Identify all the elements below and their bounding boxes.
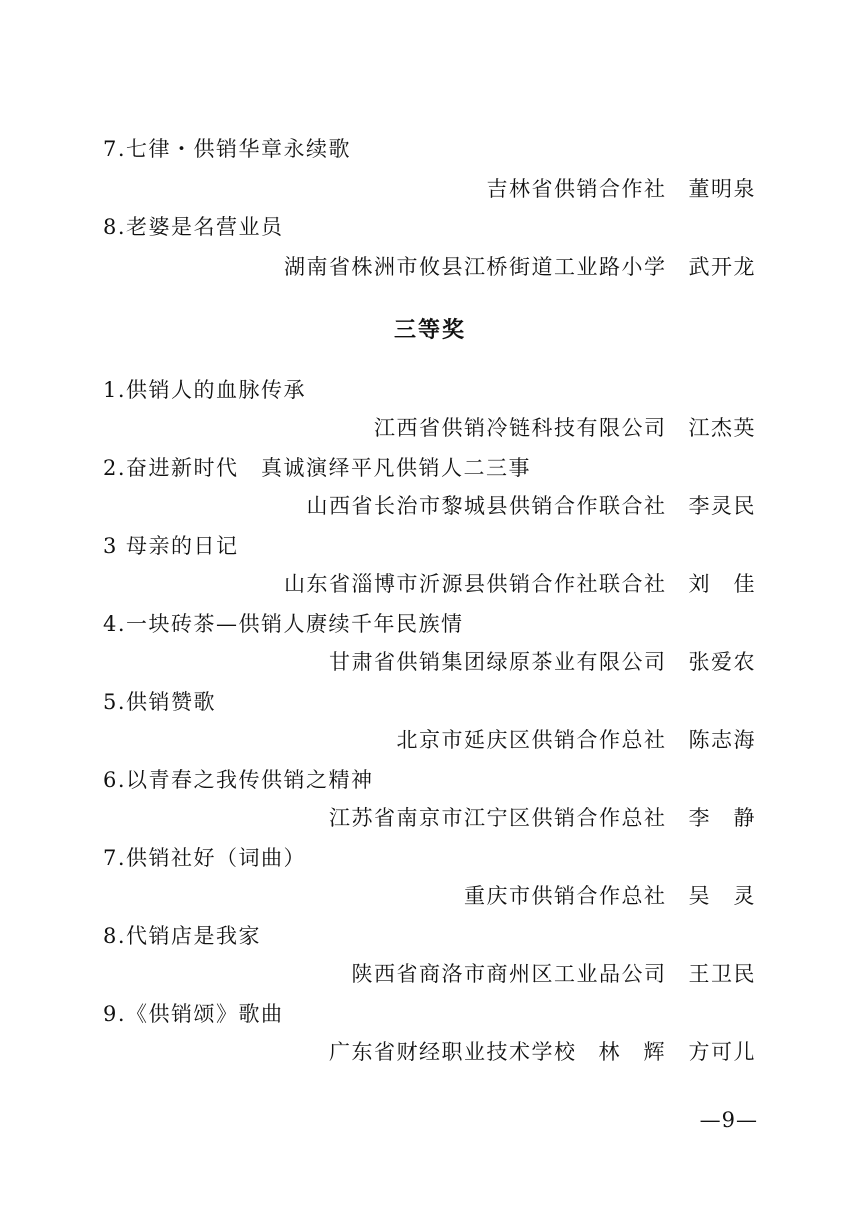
entry-affiliation-line	[329, 1036, 756, 1066]
entry-author: 吴 灵	[688, 884, 756, 908]
entry-affiliation: 山东省淄博市沂源县供销合作社联合社	[284, 572, 667, 596]
entry-affiliation-line	[284, 568, 756, 598]
entry-title: 8.老婆是名营业员	[103, 215, 284, 239]
entry-affiliation: 重庆市供销合作总社	[464, 884, 667, 908]
entry-author: 刘 佳	[688, 572, 756, 596]
entry-author: 王卫民	[688, 962, 756, 986]
entry-affiliation-line	[284, 251, 756, 281]
entry-author: 陈志海	[688, 728, 756, 752]
entry-author: 江杰英	[688, 416, 756, 440]
entry-author: 李灵民	[688, 494, 756, 518]
section-heading: 三等奖	[393, 317, 466, 343]
entry-title: 5.供销赞歌	[103, 690, 217, 714]
entry-affiliation-line	[329, 802, 756, 832]
entry-affiliation: 甘肃省供销集团绿原茶业有限公司	[329, 650, 667, 674]
entry-title: 3 母亲的日记	[103, 534, 239, 558]
entry-author: 董明泉	[688, 177, 756, 201]
entry-affiliation: 广东省财经职业技术学校	[329, 1040, 577, 1064]
entry-title: 7.供销社好（词曲）	[103, 846, 307, 870]
entry-title: 6.以青春之我传供销之精神	[103, 768, 374, 792]
entry-affiliation: 江西省供销冷链科技有限公司	[374, 416, 667, 440]
entry-affiliation: 陕西省商洛市商州区工业品公司	[351, 962, 667, 986]
entry-title: 9.《供销颂》歌曲	[103, 1002, 284, 1026]
entry-title: 7.七律・供销华章永续歌	[103, 137, 352, 161]
entry-affiliation: 吉林省供销合作社	[486, 177, 667, 201]
entry-affiliation-line	[464, 880, 756, 910]
page-number: —9—	[699, 1108, 758, 1132]
entry-affiliation: 山西省长治市黎城县供销合作联合社	[306, 494, 667, 518]
entry-affiliation-line	[397, 724, 757, 754]
entry-author: 李 静	[688, 806, 756, 830]
entry-author: 林 辉 方可儿	[598, 1040, 756, 1064]
entry-author: 张爱农	[688, 650, 756, 674]
entry-affiliation-line	[374, 412, 756, 442]
entry-affiliation-line	[352, 958, 757, 988]
entry-title: 8.代销店是我家	[103, 924, 262, 948]
entry-title: 2.奋进新时代 真诚演绎平凡供销人二三事	[103, 456, 532, 480]
entry-title: 1.供销人的血脉传承	[103, 378, 307, 402]
entry-affiliation: 湖南省株洲市攸县江桥街道工业路小学	[284, 255, 667, 279]
entry-affiliation: 江苏省南京市江宁区供销合作总社	[329, 806, 667, 830]
entry-title: 4.一块砖茶—供销人赓续千年民族情	[103, 612, 464, 636]
entry-affiliation-line	[307, 490, 757, 520]
entry-affiliation-line	[487, 173, 757, 203]
entry-affiliation-line	[329, 646, 756, 676]
entry-affiliation: 北京市延庆区供销合作总社	[396, 728, 667, 752]
entry-author: 武开龙	[688, 255, 756, 279]
